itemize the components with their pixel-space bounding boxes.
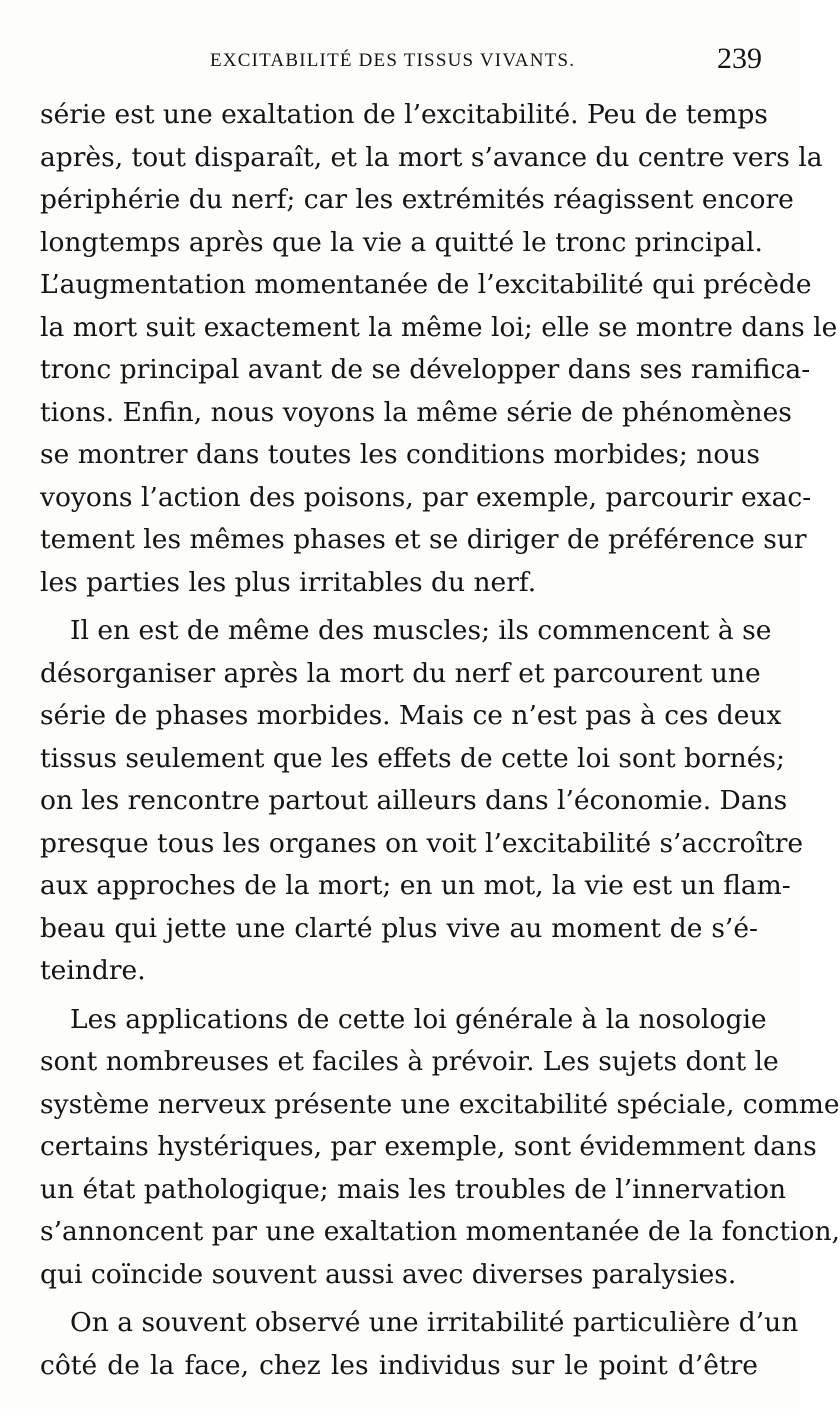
text-line: périphérie du nerf; car les extrémités réagissent encore bbox=[40, 184, 794, 215]
text-line: Il en est de même des muscles; ils commencent à se bbox=[70, 615, 772, 646]
paragraph-4 bbox=[40, 1302, 799, 1387]
running-title: EXCITABILITÉ DES TISSUS VIVANTS. bbox=[210, 50, 576, 71]
text-line: tions. Enfin, nous voyons la même série de phénomènes bbox=[40, 396, 792, 428]
text-line: la mort suit exactement la même loi; elle se montre dans le bbox=[40, 311, 838, 343]
text-line: longtemps après que la vie a quitté le tronc principal. bbox=[40, 226, 763, 258]
text-line: tronc principal avant de se développer dans ses ramifica- bbox=[40, 354, 811, 385]
text-line: Les applications de cette loi générale à la nosologie bbox=[70, 1003, 767, 1035]
text-line: les parties les plus irritables du nerf. bbox=[40, 566, 537, 598]
body-text bbox=[40, 94, 840, 1387]
text-line: teindre. bbox=[40, 955, 146, 986]
text-line: qui coïncide souvent aussi avec diverses paralysies. bbox=[40, 1258, 737, 1290]
text-line: s’annoncent par une exaltation momentanée de la fonction, bbox=[40, 1216, 840, 1247]
page-number: 239 bbox=[717, 42, 762, 75]
text-line: série de phases morbides. Mais ce n’est pas à ces deux bbox=[40, 700, 782, 731]
running-head bbox=[40, 40, 762, 80]
text-line: côté de la face, chez les individus sur le point d’être bbox=[40, 1349, 758, 1381]
text-line: tement les mêmes phases et se diriger de préférence sur bbox=[40, 524, 807, 555]
text-line: voyons l’action des poisons, par exemple, parcourir exac- bbox=[40, 481, 812, 513]
text-line: système nerveux présente une excitabilité spéciale, comme bbox=[40, 1088, 840, 1120]
text-line: se montrer dans toutes les conditions morbides; nous bbox=[40, 439, 760, 470]
text-line: après, tout disparaît, et la mort s’avance du centre vers la bbox=[40, 141, 823, 173]
text-line: certains hystériques, par exemple, sont évidemment dans bbox=[40, 1131, 817, 1162]
text-line: sont nombreuses et faciles à prévoir. Les sujets dont le bbox=[40, 1046, 779, 1077]
paragraph-2 bbox=[40, 610, 804, 993]
paragraph-3 bbox=[40, 999, 840, 1297]
text-line: un état pathologique; mais les troubles de l’innervation bbox=[40, 1173, 787, 1205]
text-line: tissus seulement que les effets de cette loi sont bornés; bbox=[40, 742, 785, 774]
text-line: beau qui jette une clarté plus vive au moment de s’é- bbox=[40, 912, 758, 944]
text-line: L’augmentation momentanée de l’excitabilité qui précède bbox=[40, 269, 812, 300]
text-line: désorganiser après la mort du nerf et parcourent une bbox=[40, 657, 761, 689]
text-line: presque tous les organes on voit l’excitabilité s’accroître bbox=[40, 827, 804, 859]
paragraph-1 bbox=[40, 94, 838, 604]
text-line: On a souvent observé une irritabilité particulière d’un bbox=[70, 1307, 799, 1338]
text-line: aux approches de la mort; en un mot, la vie est un flam- bbox=[40, 870, 791, 901]
text-line: série est une exaltation de l’excitabilité. Peu de temps bbox=[40, 99, 768, 130]
text-line: on les rencontre partout ailleurs dans l’économie. Dans bbox=[40, 785, 788, 816]
